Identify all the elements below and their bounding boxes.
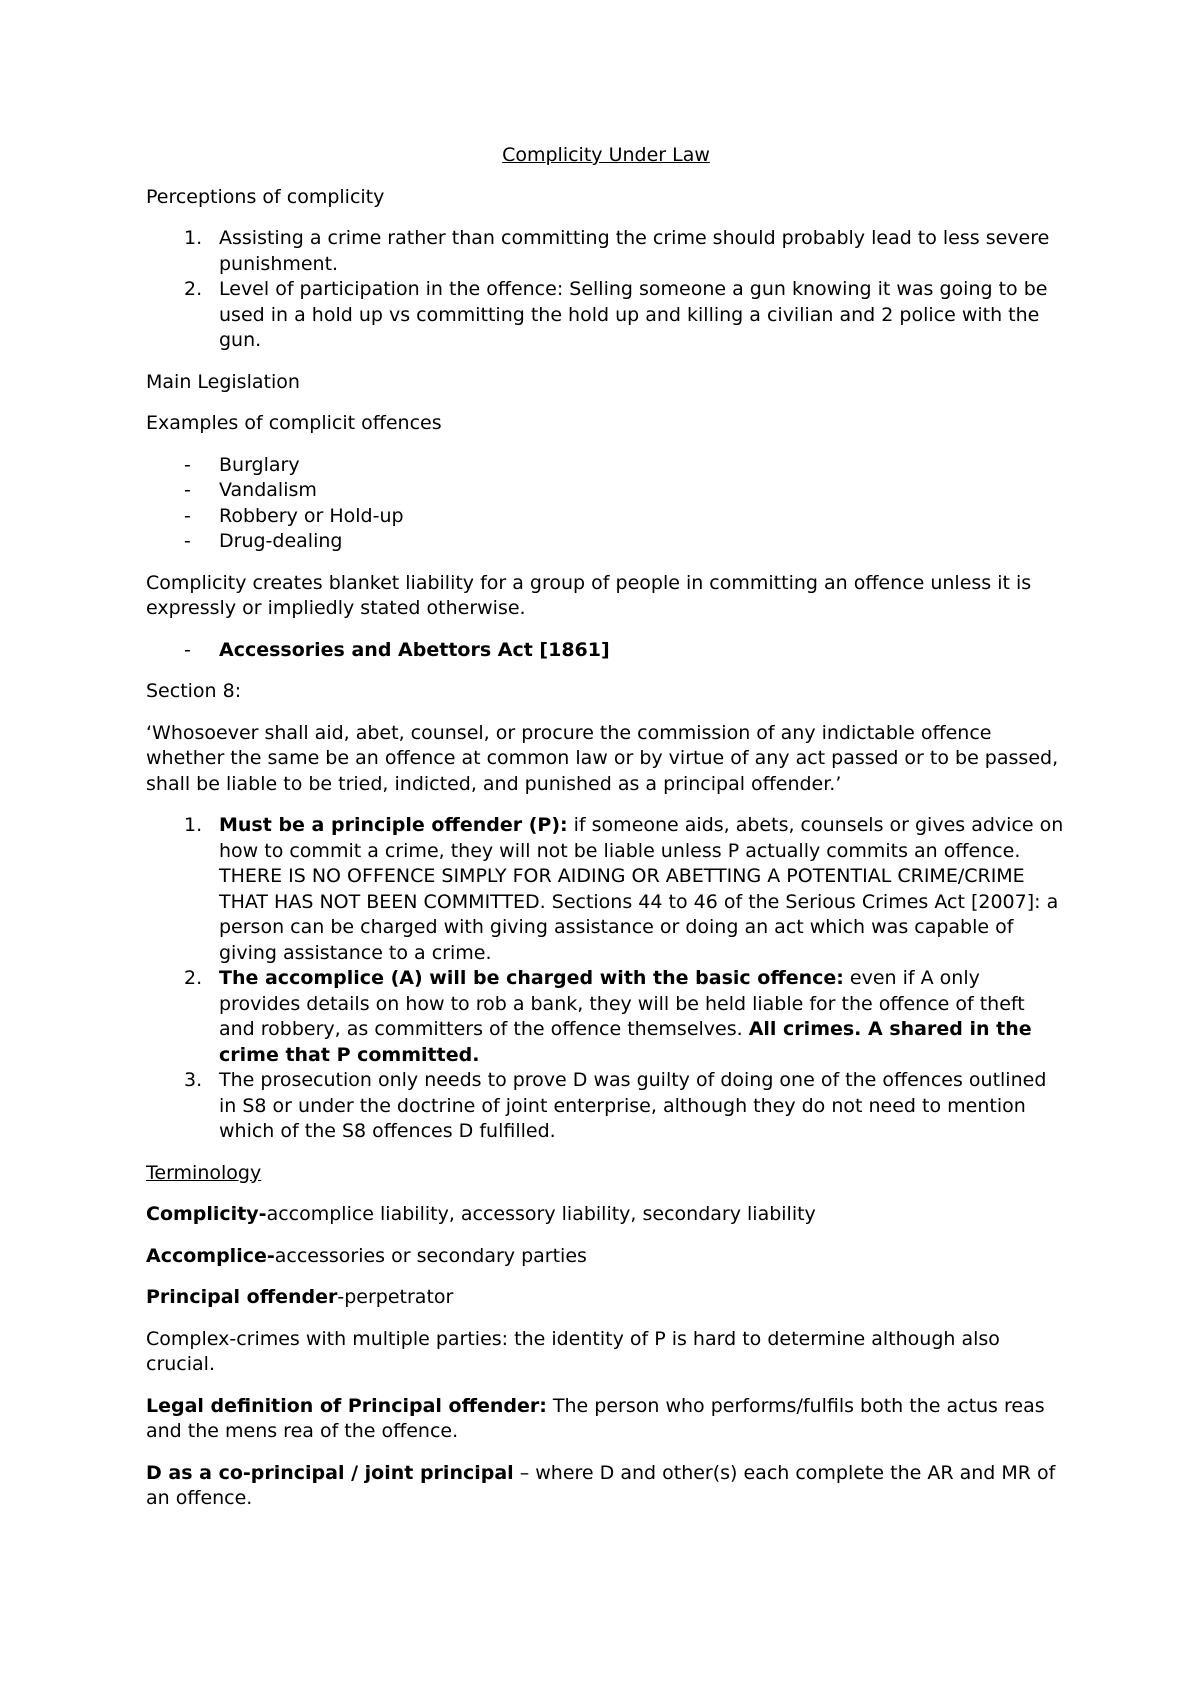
point-bold-end: All crimes. A shared in the crime that P committed. bbox=[219, 1018, 1032, 1066]
document-body bbox=[146, 143, 1066, 1528]
list-item-text: Vandalism bbox=[219, 479, 317, 501]
term-definition: The person who performs/fulfils both the actus reas and the mens rea of the offence. bbox=[146, 1394, 1045, 1442]
term-definition: -perpetrator bbox=[337, 1286, 454, 1308]
term: Principal offender bbox=[146, 1286, 338, 1308]
list-item-text: Burglary bbox=[219, 453, 300, 476]
term: Accomplice- bbox=[146, 1244, 275, 1267]
list-item bbox=[146, 1068, 1066, 1145]
list-item bbox=[146, 504, 1066, 530]
term: Legal definition of Principal offender: bbox=[146, 1394, 547, 1417]
term-paragraph bbox=[146, 1202, 1066, 1228]
term: D as a co-principal / joint principal bbox=[146, 1461, 514, 1484]
list-item bbox=[146, 966, 1066, 1068]
blanket-liability-paragraph: Complicity creates blanket liability for a group of people in committing an offence unless it is expressly or impliedly stated otherwise. bbox=[146, 571, 1032, 619]
section-heading: Section 8: bbox=[146, 680, 242, 702]
dash-bullet-icon: - bbox=[184, 453, 191, 476]
term-paragraph bbox=[146, 1285, 1066, 1311]
examples-heading: Examples of complicit offences bbox=[146, 412, 442, 434]
list-item-text: Drug-dealing bbox=[219, 530, 343, 552]
act-list bbox=[146, 638, 1066, 664]
term-definition: – where D and other(s) each complete the AR and MR of an offence. bbox=[146, 1461, 1056, 1509]
term-definition: accessories or secondary parties bbox=[274, 1244, 587, 1267]
term-definition: accomplice liability, accessory liability, secondary liability bbox=[266, 1203, 816, 1225]
list-item bbox=[146, 478, 1066, 504]
list-item-text: Assisting a crime rather than committing the crime should probably lead to less severe punishment. bbox=[219, 227, 1050, 275]
document-title: Complicity Under Law bbox=[502, 144, 710, 166]
examples-list bbox=[146, 453, 1066, 555]
list-number: 2. bbox=[184, 967, 203, 989]
perceptions-list bbox=[146, 226, 1066, 354]
points-list bbox=[146, 813, 1066, 1145]
list-number: 1. bbox=[184, 814, 203, 836]
point-text: even if A only provides details on how to rob a bank, they will be held liable for the offence of theft and robbery, as committers of the offence themselves. bbox=[219, 967, 1025, 1040]
dash-bullet-icon: - bbox=[184, 638, 191, 661]
list-number: 1. bbox=[184, 227, 203, 249]
dash-bullet-icon: - bbox=[184, 479, 191, 501]
complex-crimes-paragraph: Complex-crimes with multiple parties: the identity of P is hard to determine although also crucial. bbox=[146, 1327, 1000, 1375]
perceptions-heading: Perceptions of complicity bbox=[146, 185, 385, 208]
point-bold-lead: Must be a principle offender (P): bbox=[219, 814, 568, 836]
term: Complicity- bbox=[146, 1203, 267, 1225]
list-number: 3. bbox=[184, 1069, 203, 1091]
list-item-text: Robbery or Hold-up bbox=[219, 504, 404, 527]
list-item bbox=[146, 277, 1066, 354]
term-paragraph bbox=[146, 1244, 1066, 1270]
section-quote: ‘Whosoever shall aid, abet, counsel, or procure the commission of any indictable offence whether the same be an offence at common law or by virtue of any act passed or to be passed, shall be liable to be tried, indicted, and punished as a principal offender.’ bbox=[146, 721, 1059, 795]
list-item bbox=[146, 638, 1066, 664]
co-principal-paragraph bbox=[146, 1461, 1066, 1512]
list-item bbox=[146, 453, 1066, 479]
dash-bullet-icon: - bbox=[184, 530, 191, 552]
list-item bbox=[146, 529, 1066, 555]
main-legislation-heading: Main Legislation bbox=[146, 370, 300, 393]
list-number: 2. bbox=[184, 278, 203, 300]
dash-bullet-icon: - bbox=[184, 504, 191, 527]
point-text: if someone aids, abets, counsels or gives advice on how to commit a crime, they will not be liable unless P actually commits an offence. THERE IS NO OFFENCE SIMPLY FOR AIDING OR ABETTING A POTENTIAL CRIME/CRIME THAT HAS NOT BEEN COMMITTED. Sections 44 to 46 of the Serious Crimes Act [2007]: a person can be charged with giving assistance or doing an act which was capable of giving assistance to a crime. bbox=[219, 814, 1064, 964]
list-item-text: Level of participation in the offence: Selling someone a gun knowing it was going to be used in a hold up vs committing the hold up and killing a civilian and 2 police with the gun. bbox=[219, 278, 1048, 351]
list-item bbox=[146, 813, 1066, 966]
list-item bbox=[146, 226, 1066, 277]
act-title: Accessories and Abettors Act [1861] bbox=[219, 638, 610, 661]
terminology-heading: Terminology bbox=[146, 1161, 262, 1184]
point-bold-lead: The accomplice (A) will be charged with the basic offence: bbox=[219, 967, 844, 989]
point-text: The prosecution only needs to prove D was guilty of doing one of the offences outlined in S8 or under the doctrine of joint enterprise, although they do not need to mention which of the S8 offences D fulfilled. bbox=[219, 1069, 1047, 1142]
legal-definition-paragraph bbox=[146, 1394, 1066, 1445]
